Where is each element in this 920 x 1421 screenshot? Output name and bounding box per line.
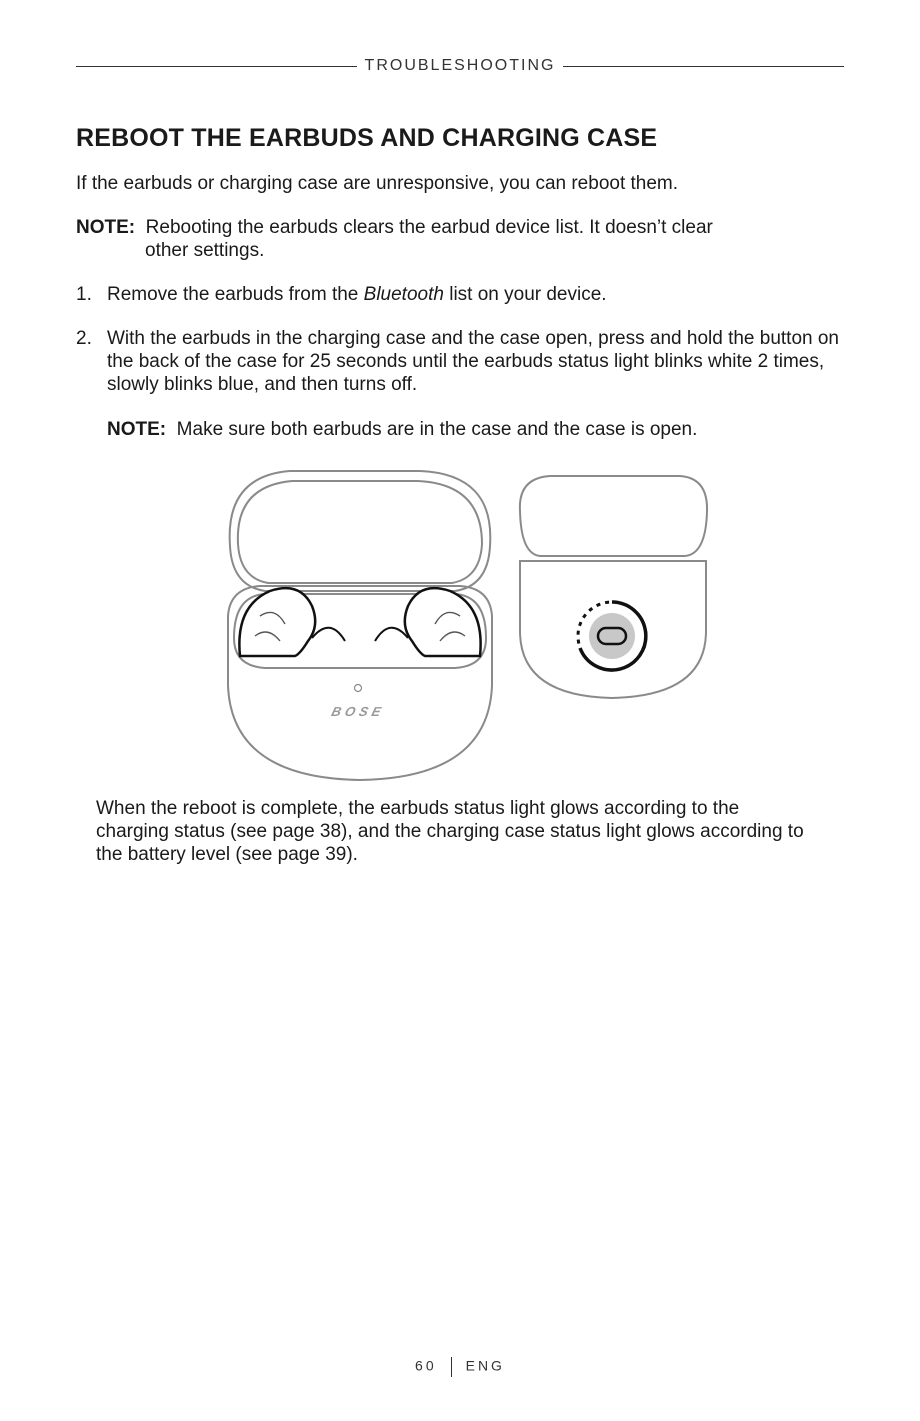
note-line-1: Rebooting the earbuds clears the earbud device list. It doesn’t clear: [145, 217, 713, 238]
step-number: 2.: [76, 328, 92, 349]
step-2-text: With the earbuds in the charging case and the case open, press and hold the button on the back of the case for 25 seconds until the earbuds status light blinks white 2 times, slowly blinks blue, and then turns off.: [107, 328, 840, 395]
note-text: Make sure both earbuds are in the case and the case is open.: [176, 419, 698, 440]
case-button: [589, 613, 635, 659]
note-label: NOTE:: [107, 419, 167, 440]
intro-text: If the earbuds or charging case are unresponsive, you can reboot them.: [76, 173, 679, 194]
note-line-2: other settings.: [145, 240, 265, 261]
header-rule-right: [563, 66, 844, 67]
note-device-list: [76, 216, 776, 262]
note-case-open: [107, 418, 827, 441]
step-1-text-b: list on your device.: [443, 284, 607, 305]
case-status-light: [355, 685, 362, 692]
footer-divider: [451, 1357, 452, 1377]
note-label: NOTE:: [76, 217, 136, 238]
language-code: ENG: [465, 1357, 505, 1374]
step-2: [76, 327, 846, 396]
step-number: 1.: [76, 284, 92, 305]
section-label: TROUBLESHOOTING: [364, 57, 556, 74]
case-lid-inner: [238, 481, 482, 583]
section-header: [76, 55, 844, 77]
brand-logo: BOSE: [329, 704, 387, 719]
step-1: [76, 283, 846, 306]
header-rule-left: [76, 66, 357, 67]
step-1-text-a: Remove the earbuds from the: [107, 284, 364, 305]
left-earbud-tip: [312, 628, 345, 641]
page-number: 60: [415, 1357, 437, 1374]
earbuds-case-illustration: [220, 466, 710, 786]
page-title: REBOOT THE EARBUDS AND CHARGING CASE: [76, 124, 658, 152]
page-footer: [0, 1357, 920, 1377]
step-1-italic: Bluetooth: [363, 284, 444, 305]
right-earbud-tip: [375, 628, 408, 641]
completion-text: When the reboot is complete, the earbuds status light glows according to the charging status (see page 38), and the charging case status light glows according to the battery level (see page 39).: [96, 798, 804, 865]
case-back-lid: [520, 476, 707, 556]
